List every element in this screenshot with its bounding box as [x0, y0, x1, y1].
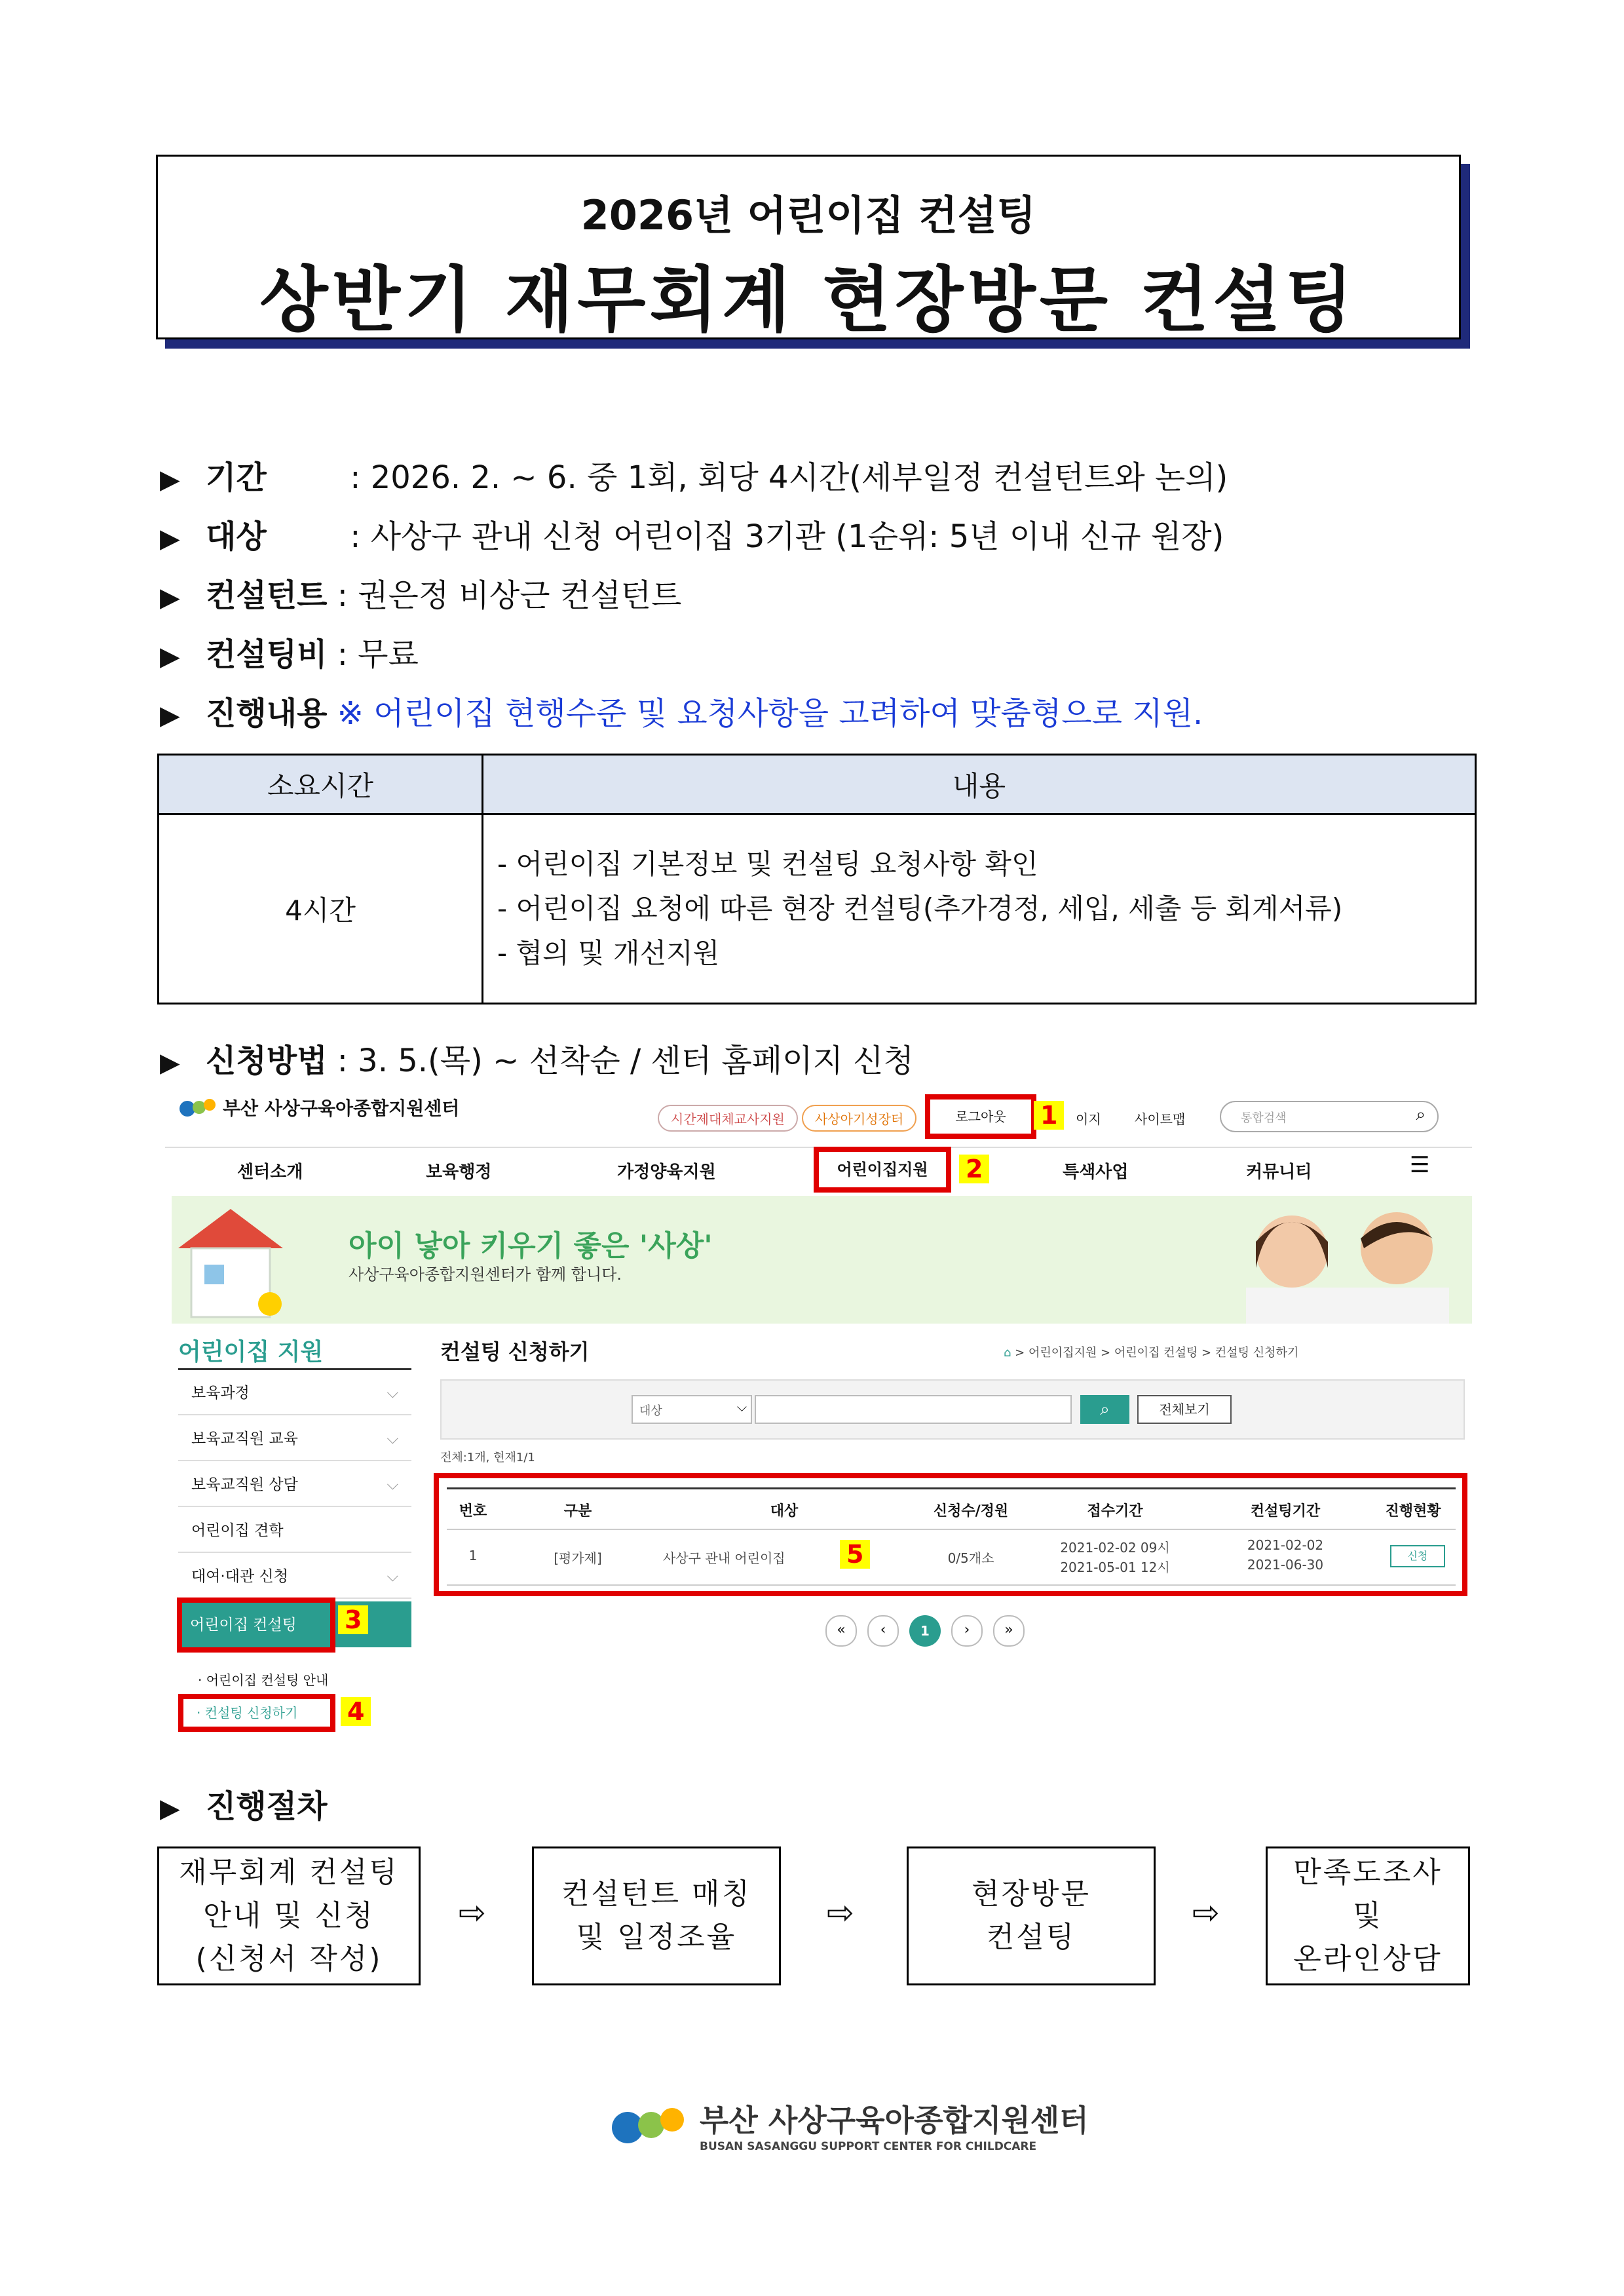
- info-value: : 무료: [337, 636, 419, 673]
- breadcrumb: ⌂ > 어린이집지원 > 어린이집 컨설팅 > 컨설팅 신청하기: [1004, 1346, 1299, 1360]
- home-icon[interactable]: ⌂: [1004, 1346, 1011, 1360]
- table-header-duration: 소요시간: [159, 755, 483, 814]
- info-label: 진행내용: [206, 695, 328, 732]
- sidebar-item[interactable]: 어린이집 견학: [178, 1508, 411, 1553]
- table-duration: 4시간: [159, 814, 483, 1004]
- process-step-2: 컨설턴트 매칭 및 일정조율: [532, 1846, 781, 1985]
- col-header: 진행현황: [1385, 1503, 1441, 1520]
- chevron-down-icon: ⌵: [387, 1430, 398, 1447]
- chevron-down-icon: ⌵: [736, 1399, 747, 1415]
- content-table: [157, 754, 1477, 1004]
- process-step-3: 현장방문 컨설팅: [907, 1846, 1156, 1985]
- triangle-bullet-icon: ▶: [160, 1048, 180, 1078]
- info-label: 컨설턴트: [206, 577, 328, 614]
- next-page-button[interactable]: ›: [951, 1615, 983, 1647]
- sidebar-title: 어린이집 지원: [178, 1339, 324, 1366]
- cell-target: 사상구 관내 어린이집: [663, 1550, 785, 1566]
- footer-org-kr: 부산 사상구육아종합지원센터: [700, 2103, 1089, 2138]
- cell-capacity: 0/5개소: [947, 1550, 994, 1566]
- page-1-button[interactable]: 1: [909, 1615, 941, 1647]
- col-header: 컨설팅기간: [1250, 1503, 1321, 1520]
- search-icon[interactable]: ⌕: [1416, 1105, 1426, 1124]
- hamburger-menu-icon[interactable]: ☰: [1410, 1152, 1430, 1178]
- arrow-right-icon: ⇨: [1192, 1894, 1220, 1932]
- breadcrumb-item[interactable]: 컨설팅 신청하기: [1215, 1346, 1299, 1360]
- sidebar-item[interactable]: 보육과정 ⌵: [178, 1371, 411, 1415]
- process-label: 진행절차: [206, 1788, 328, 1825]
- table-header-content: 내용: [483, 755, 1476, 814]
- arrow-right-icon: ⇨: [827, 1894, 854, 1932]
- info-fee: [160, 629, 419, 674]
- cell-category: [평가제]: [554, 1550, 602, 1566]
- site-search-input[interactable]: [1220, 1101, 1439, 1132]
- cell-period-end: 2021-06-30: [1247, 1557, 1324, 1573]
- process-step-1: 재무회계 컨설팅 안내 및 신청 (신청서 작성): [157, 1846, 421, 1985]
- list-item: - 어린이집 기본정보 및 컨설팅 요청사항 확인: [497, 848, 1038, 880]
- process-step-4: 만족도조사 및 온라인상담: [1266, 1846, 1470, 1985]
- sidebar-subitem-apply[interactable]: · 컨설팅 신청하기: [178, 1694, 335, 1732]
- category-select[interactable]: [632, 1395, 752, 1424]
- logout-button[interactable]: 로그아웃: [925, 1094, 1036, 1139]
- menu-item[interactable]: 보육행정: [426, 1162, 492, 1182]
- triangle-bullet-icon: ▶: [160, 465, 180, 495]
- arrow-right-icon: ⇨: [459, 1894, 486, 1932]
- sitemap-link[interactable]: 사이트맵: [1135, 1111, 1186, 1127]
- triangle-bullet-icon: ▶: [160, 641, 180, 672]
- title-box: [156, 155, 1461, 339]
- table-content-cell: [483, 814, 1476, 1004]
- chevron-down-icon: ⌵: [387, 1385, 398, 1402]
- pagination: [825, 1615, 1025, 1647]
- triangle-bullet-icon: ▶: [160, 1793, 180, 1824]
- cell-receipt-start: 2021-02-02 09시: [1060, 1540, 1170, 1556]
- menu-item[interactable]: 커뮤니티: [1246, 1162, 1312, 1182]
- marker-2: 2: [959, 1155, 989, 1183]
- info-content: [160, 688, 1203, 733]
- info-value: : 2026. 2. ~ 6. 중 1회, 회당 4시간(세부일정 컨설턴트와 논의): [350, 459, 1228, 496]
- footer-logo: [609, 2097, 1089, 2153]
- info-target: [160, 511, 1224, 556]
- table-header-row: [447, 1487, 1456, 1530]
- result-count: 전체:1개, 현재1/1: [440, 1451, 535, 1464]
- info-value: ※ 어린이집 현행수준 및 요청사항을 고려하여 맞춤형으로 지원.: [337, 695, 1203, 732]
- last-page-button[interactable]: »: [993, 1615, 1025, 1647]
- triangle-bullet-icon: ▶: [160, 583, 180, 613]
- title-line1: 2026년 어린이집 컨설팅: [580, 191, 1036, 239]
- col-header: 대상: [770, 1503, 799, 1520]
- pill-link[interactable]: 시간제대체교사지원: [658, 1105, 798, 1132]
- apply-value: : 3. 5.(목) ~ 선착순 / 센터 홈페이지 신청: [337, 1043, 914, 1079]
- marker-5: 5: [840, 1540, 870, 1569]
- triangle-bullet-icon: ▶: [160, 524, 180, 554]
- top-link[interactable]: 이지: [1076, 1111, 1101, 1127]
- chevron-down-icon: ⌵: [387, 1568, 398, 1585]
- col-header: 번호: [459, 1503, 487, 1520]
- apply-method: [160, 1035, 914, 1081]
- pill-link[interactable]: 사상아기성장터: [802, 1105, 916, 1132]
- info-consultant: [160, 570, 681, 615]
- info-value: : 권은정 비상근 컨설턴트: [337, 577, 682, 614]
- sidebar-subitem[interactable]: · 어린이집 컨설팅 안내: [198, 1672, 329, 1688]
- view-all-button[interactable]: 전체보기: [1137, 1395, 1232, 1424]
- apply-status-button[interactable]: 신청: [1390, 1545, 1445, 1567]
- select-value: 대상: [639, 1404, 662, 1418]
- title-line2: 상반기 재무회계 현장방문 컨설팅: [259, 259, 1357, 341]
- col-header: 구분: [563, 1503, 592, 1520]
- search-panel: [440, 1379, 1465, 1440]
- marker-4: 4: [341, 1697, 371, 1726]
- prev-page-button[interactable]: ‹: [867, 1615, 899, 1647]
- info-label: 기간: [206, 459, 267, 496]
- children-photo: [1207, 1196, 1469, 1324]
- info-period: [160, 452, 1228, 497]
- house-illustration: [172, 1202, 303, 1320]
- col-header: 신청수/정원: [933, 1503, 1009, 1520]
- banner-subtitle: 사상구육아종합지원센터가 함께 합니다.: [349, 1265, 622, 1284]
- cell-no: 1: [468, 1548, 478, 1563]
- process-heading: [160, 1781, 327, 1826]
- page-title: 컨설팅 신청하기: [440, 1339, 590, 1364]
- info-label: 대상: [206, 518, 267, 555]
- apply-label: 신청방법: [206, 1043, 328, 1079]
- site-logo: [178, 1094, 459, 1120]
- sidebar-item[interactable]: 대여·대관 신청 ⌵: [178, 1554, 411, 1599]
- cell-receipt-end: 2021-05-01 12시: [1060, 1559, 1170, 1575]
- breadcrumb-item[interactable]: 어린이집 컨설팅: [1114, 1346, 1198, 1360]
- cell-period-start: 2021-02-02: [1247, 1537, 1324, 1553]
- menu-item-active[interactable]: 어린이집지원: [814, 1147, 951, 1193]
- site-name: 부산 사상구육아종합지원센터: [223, 1098, 460, 1119]
- footer-org-en: BUSAN SASANGGU SUPPORT CENTER FOR CHILDCARE: [700, 2140, 1037, 2153]
- menu-item[interactable]: 가정양육지원: [617, 1162, 716, 1182]
- banner: [172, 1196, 1472, 1324]
- info-label: 컨설팅비: [206, 636, 328, 673]
- list-item: - 협의 및 개선지원: [497, 937, 720, 969]
- info-value: : 사상구 관내 신청 어린이집 3기관 (1순위: 5년 이내 신규 원장): [350, 518, 1224, 555]
- search-placeholder: 통합검색: [1241, 1111, 1287, 1125]
- banner-title: 아이 낳아 키우기 좋은 '사상': [349, 1229, 713, 1263]
- table-row[interactable]: [447, 1528, 1456, 1586]
- chevron-down-icon: ⌵: [387, 1476, 398, 1493]
- col-header: 접수기간: [1087, 1503, 1143, 1520]
- menu-item[interactable]: 특색사업: [1063, 1162, 1129, 1182]
- sidebar-item[interactable]: 보육교직원 교육 ⌵: [178, 1417, 411, 1461]
- breadcrumb-item[interactable]: 어린이집지원: [1028, 1346, 1097, 1360]
- marker-1: 1: [1034, 1101, 1064, 1130]
- logo-icon: [178, 1094, 217, 1120]
- divider: [178, 1368, 411, 1370]
- website-screenshot: [165, 1081, 1472, 1756]
- triangle-bullet-icon: ▶: [160, 700, 180, 731]
- search-button[interactable]: ⌕: [1080, 1395, 1129, 1424]
- sidebar-item[interactable]: 보육교직원 상담 ⌵: [178, 1463, 411, 1507]
- logo-icon: [609, 2099, 688, 2151]
- search-keyword-input[interactable]: [755, 1395, 1072, 1424]
- list-item: - 어린이집 요청에 따른 현장 컨설팅(추가경정, 세입, 세출 등 회계서류): [497, 892, 1343, 925]
- menu-item[interactable]: 센터소개: [237, 1162, 303, 1182]
- marker-3: 3: [338, 1605, 368, 1634]
- first-page-button[interactable]: «: [825, 1615, 857, 1647]
- sidebar-item-consulting[interactable]: 어린이집 컨설팅: [177, 1598, 335, 1653]
